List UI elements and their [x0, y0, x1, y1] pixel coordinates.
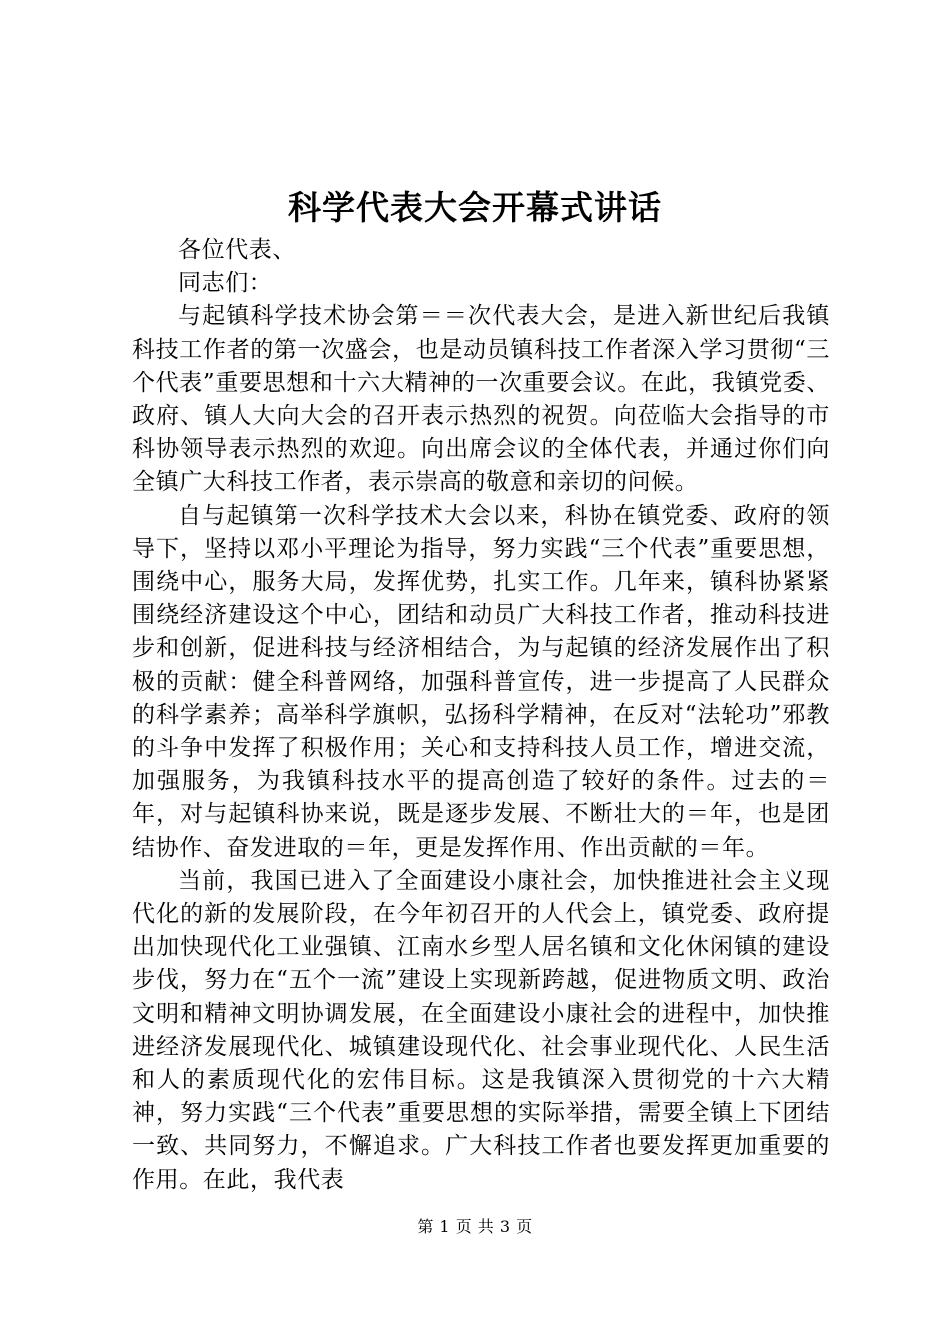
body-paragraph: 与起镇科学技术协会第＝＝次代表大会，是进入新世纪后我镇科技工作者的第一次盛会，也是动员镇科技工作者深入学习贯彻“三个代表”重要思想和十六大精神的一次重要会议。在此，我镇党委、政府、镇人大向大会的召开表示热烈的祝贺。向莅临大会指导的市科协领导表示热烈的欢迎。向出席会议的全体代表，并通过你们向全镇广大科技工作者，表示崇高的敬意和亲切的问候。 [132, 303, 830, 496]
document-title: 科学代表大会开幕式讲话 [288, 188, 662, 227]
page-footer: 第 1 页 共 3 页 [417, 1217, 533, 1236]
salutation-line: 各位代表、 [178, 237, 296, 263]
document-body [132, 234, 830, 1197]
body-paragraph: 自与起镇第一次科学技术大会以来，科协在镇党委、政府的领导下，坚持以邓小平理论为指导，努力实践“三个代表”重要思想，围绕中心，服务大局，发挥优势，扎实工作。几年来，镇科协紧紧围绕经济建设这个中心，团结和动员广大科技工作者，推动科技进步和创新，促进科技与经济相结合，为与起镇的经济发展作出了积极的贡献：健全科普网络，加强科普宣传，进一步提高了人民群众的科学素养；高举科学旗帜，弘扬科学精神，在反对“法轮功”邪教的斗争中发挥了积极作用；关心和支持科技人员工作，增进交流，加强服务，为我镇科技水平的提高创造了较好的条件。过去的＝年，对与起镇科协来说，既是逐步发展、不断壮大的＝年，也是团结协作、奋发进取的＝年，更是发挥作用、作出贡献的＝年。 [132, 502, 830, 861]
body-paragraph: 当前，我国已进入了全面建设小康社会，加快推进社会主义现代化的新的发展阶段，在今年初召开的人代会上，镇党委、政府提出加快现代化工业强镇、江南水乡型人居名镇和文化休闲镇的建设步伐，努力在“五个一流”建设上实现新跨越，促进物质文明、政治文明和精神文明协调发展，在全面建设小康社会的进程中，加快推进经济发展现代化、城镇建设现代化、社会事业现代化、人民生活和人的素质现代化的宏伟目标。这是我镇深入贯彻党的十六大精神，努力实践“三个代表”重要思想的实际举措，需要全镇上下团结一致、共同努力，不懈追求。广大科技工作者也要发挥更加重要的作用。在此，我代表 [132, 867, 830, 1193]
salutation-line: 同志们： [178, 270, 273, 297]
